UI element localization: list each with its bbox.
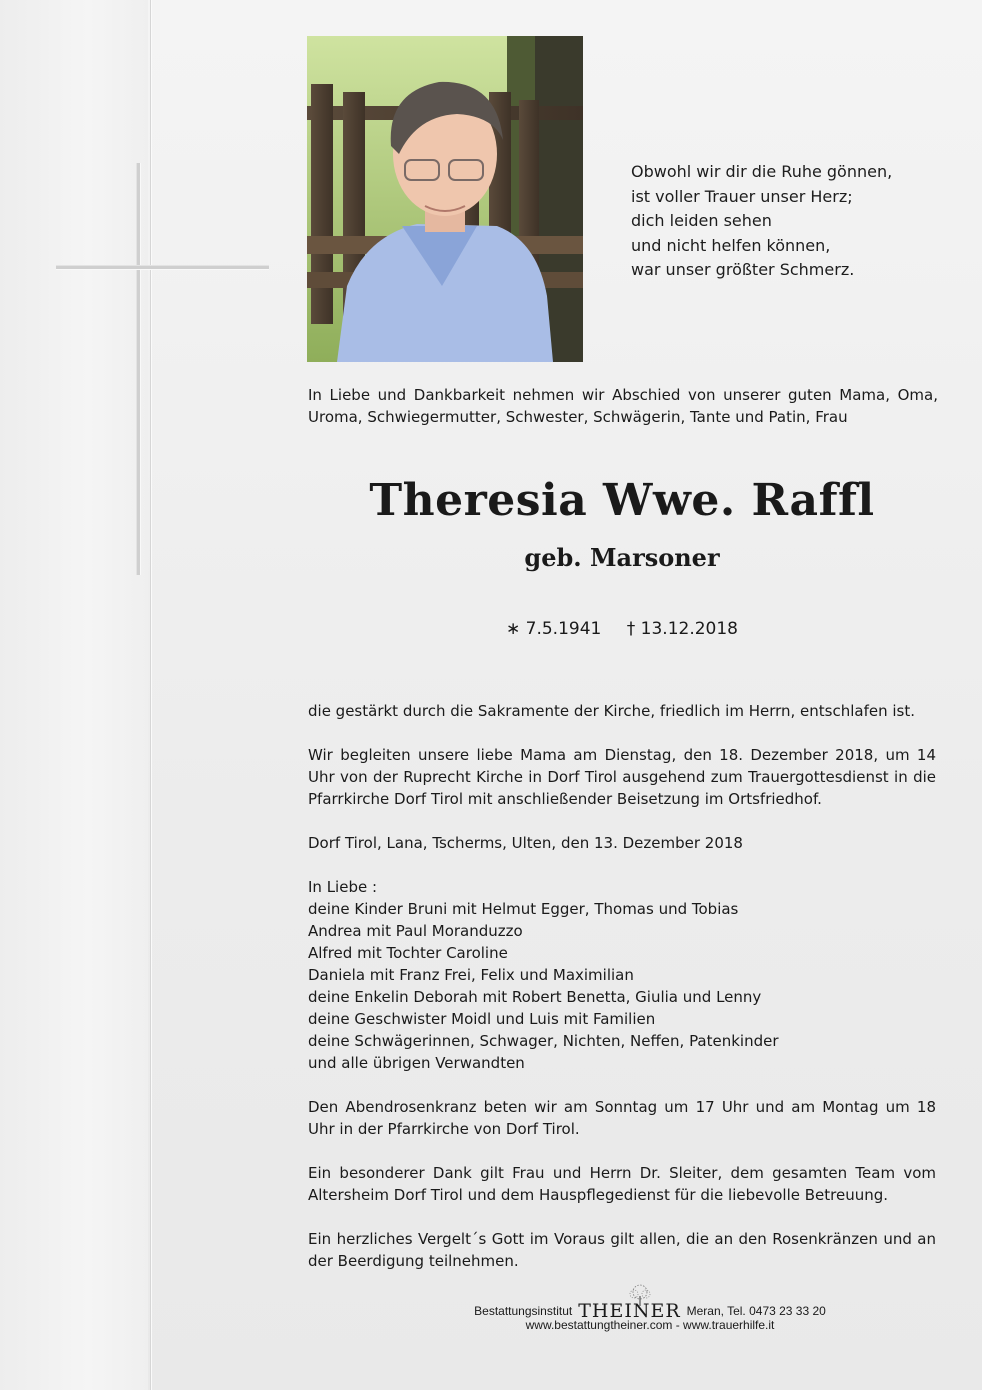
cross-horizontal-bar bbox=[56, 266, 269, 269]
list-item: Alfred mit Tochter Caroline bbox=[308, 944, 508, 962]
list-item: Daniela mit Franz Frei, Felix und Maximilian bbox=[308, 966, 634, 984]
portrait-photo bbox=[307, 36, 583, 362]
poem-line: Obwohl wir dir die Ruhe gönnen, bbox=[631, 162, 893, 181]
footer-suffix: Meran, Tel. 0473 23 33 20 bbox=[686, 1304, 826, 1318]
poem-line: ist voller Trauer unser Herz; bbox=[631, 186, 853, 206]
poem-line: dich leiden sehen bbox=[631, 211, 772, 230]
list-item: Andrea mit Paul Moranduzzo bbox=[308, 922, 523, 940]
death-date: † 13.12.2018 bbox=[626, 619, 738, 639]
poem-line: war unser größter Schmerz. bbox=[631, 260, 855, 279]
intro-text: In Liebe und Dankbarkeit nehmen wir Abschied von unserer guten Mama, Oma, Uroma, Schwiegermutter, Schwester, Schwägerin, Tante und Patin, Frau bbox=[308, 386, 938, 426]
deceased-name: Theresia Wwe. Raffl bbox=[369, 475, 875, 526]
birth-date: ∗ 7.5.1941 bbox=[505, 619, 602, 639]
sacraments-text: die gestärkt durch die Sakramente der Kirche, friedlich im Herrn, entschlafen ist. bbox=[308, 702, 916, 720]
poem-line: und nicht helfen können, bbox=[631, 235, 831, 255]
footer-websites[interactable]: www.bestattungtheiner.com - www.trauerhilfe.it bbox=[525, 1318, 775, 1332]
list-item: deine Schwägerinnen, Schwager, Nichten, Neffen, Patenkinder bbox=[308, 1032, 779, 1050]
portrait-illustration bbox=[307, 36, 583, 362]
list-item: In Liebe : bbox=[308, 878, 378, 896]
place-date-text: Dorf Tirol, Lana, Tscherms, Ulten, den 13. Dezember 2018 bbox=[308, 834, 743, 852]
list-item: deine Geschwister Moidl und Luis mit Familien bbox=[308, 1010, 656, 1028]
thanks-text: Ein besonderer Dank gilt Frau und Herrn Dr. Sleiter, dem gesamten Team vom Altersheim Dorf Tirol und dem Hauspflegedienst für die liebevolle Betreuung. bbox=[308, 1164, 936, 1204]
funeral-text: Wir begleiten unsere liebe Mama am Dienstag, den 18. Dezember 2018, um 14 Uhr von der Ruprecht Kirche in Dorf Tirol ausgehend zum Trauergottesdienst in die Pfarrkirche Dorf Tirol mit anschließender Beisetzung im Ortsfriedhof. bbox=[308, 746, 936, 808]
birth-name: geb. Marsoner bbox=[524, 543, 720, 572]
list-item: deine Kinder Bruni mit Helmut Egger, Thomas und Tobias bbox=[308, 900, 739, 918]
list-item: deine Enkelin Deborah mit Robert Benetta, Giulia und Lenny bbox=[308, 988, 762, 1006]
left-panel bbox=[0, 0, 148, 1390]
life-dates bbox=[308, 617, 936, 641]
poem bbox=[631, 160, 961, 283]
panel-divider bbox=[150, 0, 151, 1390]
vergelts-text: Ein herzliches Vergelt´s Gott im Voraus gilt allen, die an den Rosenkränzen und an der Beerdigung teilnehmen. bbox=[308, 1230, 936, 1270]
footer-brand: THEINER bbox=[578, 1300, 681, 1322]
cross-vertical-bar bbox=[137, 163, 140, 575]
list-item: und alle übrigen Verwandten bbox=[308, 1054, 525, 1072]
mourners-list bbox=[308, 876, 936, 1074]
rosary-text: Den Abendrosenkranz beten wir am Sonntag um 17 Uhr und am Montag um 18 Uhr in der Pfarrkirche von Dorf Tirol. bbox=[308, 1098, 936, 1138]
obituary-body bbox=[308, 700, 936, 1294]
footer-prefix: Bestattungsinstitut bbox=[474, 1304, 573, 1318]
